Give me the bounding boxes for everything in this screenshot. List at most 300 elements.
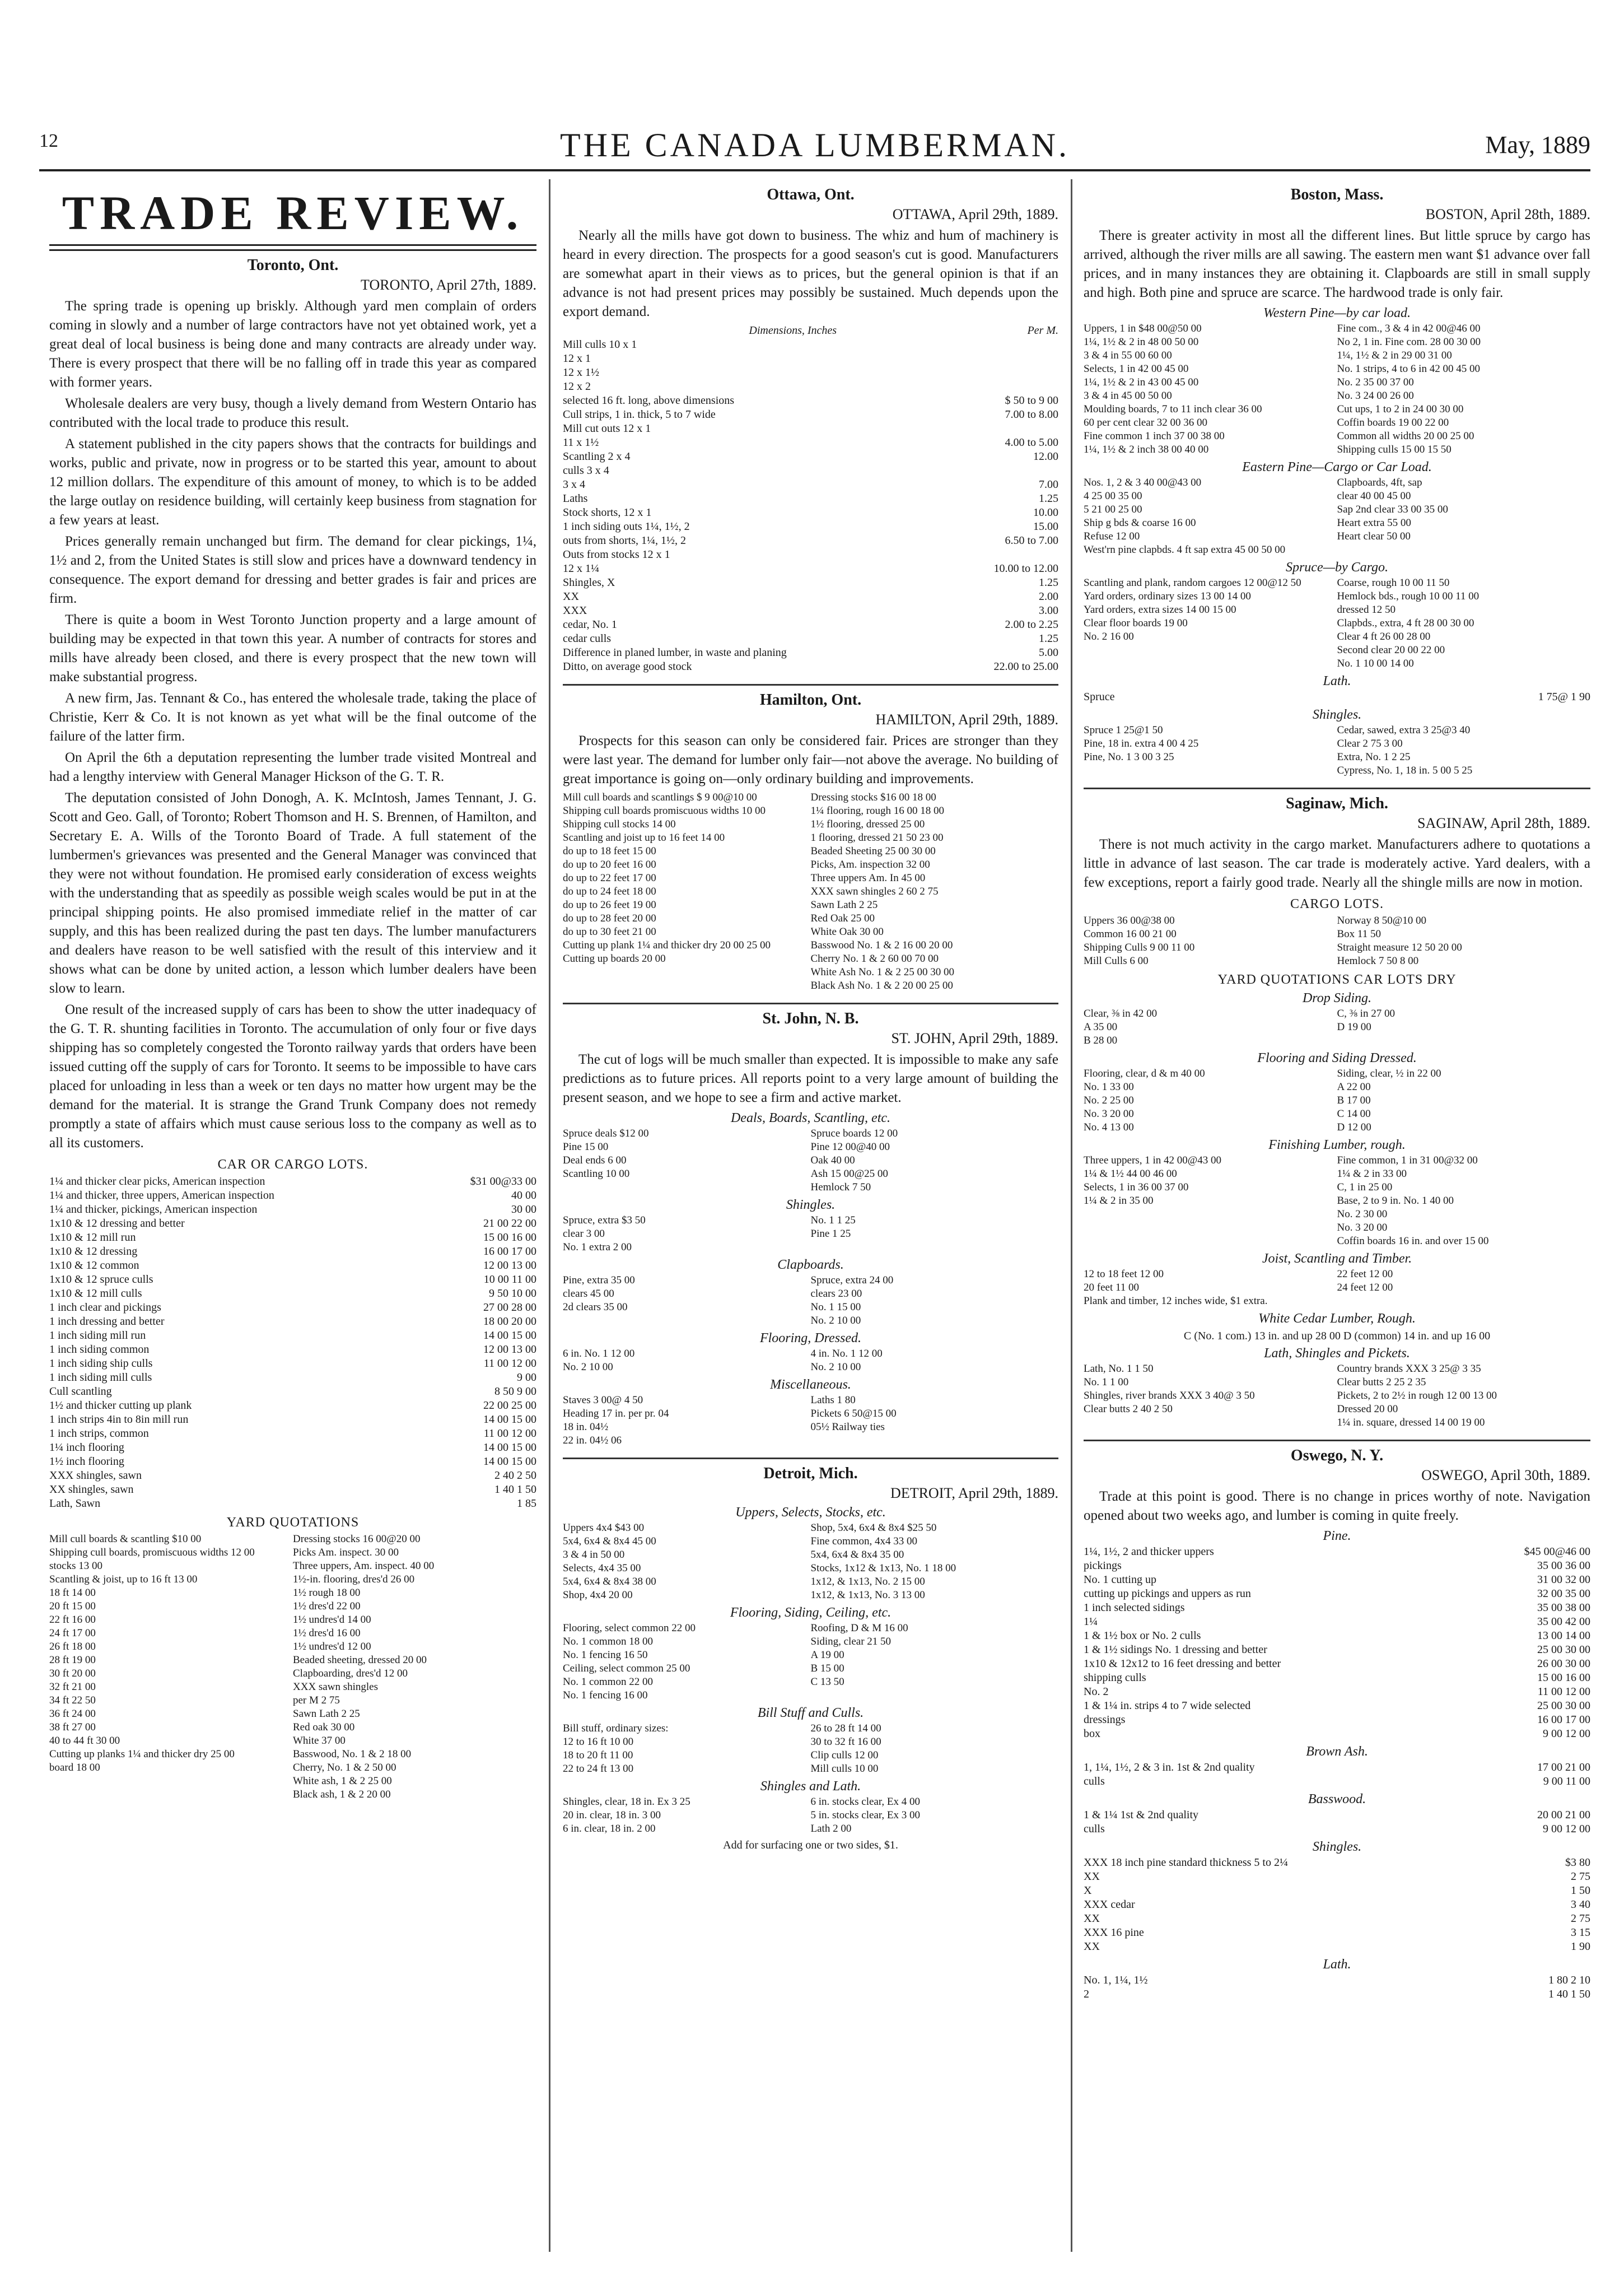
left-entry: 1¼, 1½ & 2 in 43 00 45 00 bbox=[1084, 376, 1199, 388]
price-row bbox=[563, 804, 1058, 818]
right-entry: Siding, clear 21 50 bbox=[810, 1636, 892, 1647]
right-entry: dressed 12 50 bbox=[1337, 604, 1396, 616]
price-row bbox=[1084, 657, 1590, 671]
item-name: 1 & 1¼ 1st & 2nd quality bbox=[1084, 1809, 1198, 1821]
left-entry: Uppers 4x4 $43 00 bbox=[563, 1522, 645, 1534]
price-row bbox=[563, 831, 1058, 845]
item-name: XX bbox=[563, 590, 579, 603]
price-row bbox=[563, 818, 1058, 831]
price-row bbox=[49, 1357, 536, 1371]
price-row bbox=[563, 1589, 1058, 1602]
right-entry: Mill culls 10 00 bbox=[810, 1763, 879, 1775]
item-price: 21 00 22 00 bbox=[483, 1217, 536, 1230]
right-entry: clear 40 00 45 00 bbox=[1337, 490, 1411, 502]
right-entry: 4 in. No. 1 12 00 bbox=[810, 1348, 883, 1360]
flooring-siding-subheading: Flooring, Siding, Ceiling, etc. bbox=[730, 1605, 892, 1620]
right-entry: Heart extra 55 00 bbox=[1337, 517, 1411, 529]
price-row bbox=[563, 912, 1058, 925]
toronto-heading: Toronto, Ont. bbox=[247, 257, 339, 274]
price-row bbox=[1084, 1167, 1590, 1181]
right-entry: Norway 8 50@10 00 bbox=[1337, 915, 1426, 926]
price-row bbox=[1084, 1081, 1590, 1094]
right-entry: No. 3 24 00 26 00 bbox=[1337, 390, 1414, 402]
right-entry: No. 1 15 00 bbox=[810, 1301, 861, 1313]
right-entry: per M 2 75 bbox=[293, 1694, 340, 1706]
item-name: 1¼ and thicker clear picks, American inspection bbox=[49, 1175, 265, 1188]
left-entry: Selects, 1 in 42 00 45 00 bbox=[1084, 363, 1189, 375]
item-name: XX shingles, sawn bbox=[49, 1483, 134, 1496]
item-price: 2 75 bbox=[1571, 1870, 1590, 1883]
right-entry: Hemlock bds., rough 10 00 11 00 bbox=[1337, 590, 1480, 602]
hamilton-report bbox=[563, 732, 1058, 789]
item-name: pickings bbox=[1084, 1559, 1122, 1572]
price-row bbox=[1084, 1601, 1590, 1615]
right-entry: Beaded Sheeting 25 00 30 00 bbox=[810, 845, 936, 857]
item-name: Shingles, X bbox=[563, 576, 615, 589]
right-entry: Fine common, 1 in 31 00@32 00 bbox=[1337, 1154, 1478, 1166]
item-name: 1¼ and thicker, pickings, American inspection bbox=[49, 1203, 258, 1216]
right-entry: clears 23 00 bbox=[810, 1288, 862, 1300]
paragraph: Wholesale dealers are very busy, though a lively demand from Western Ontario has contributed with the local trade to produce this result. bbox=[49, 396, 536, 430]
item-price: 1 85 bbox=[517, 1497, 536, 1510]
right-entry: Fine com., 3 & 4 in 42 00@46 00 bbox=[1337, 323, 1481, 334]
banner-rule bbox=[49, 244, 536, 251]
item-name: shipping culls bbox=[1084, 1672, 1146, 1684]
price-row bbox=[1084, 1587, 1590, 1601]
right-entry: No. 2 10 00 bbox=[810, 1361, 861, 1373]
price-row bbox=[563, 1562, 1058, 1575]
pine-table bbox=[1084, 1545, 1590, 1741]
price-row bbox=[563, 1722, 1058, 1735]
item-price: 1 80 2 10 bbox=[1548, 1974, 1590, 1986]
oswego-dateline: OSWEGO, April 30th, 1889. bbox=[1421, 1467, 1590, 1483]
right-entry bbox=[1337, 1295, 1591, 1308]
item-name: XXX 16 pine bbox=[1084, 1926, 1144, 1939]
price-row bbox=[1084, 1761, 1590, 1775]
left-entry: 20 in. clear, 18 in. 3 00 bbox=[563, 1809, 661, 1821]
price-row bbox=[49, 1427, 536, 1441]
item-price: 14 00 15 00 bbox=[483, 1441, 536, 1454]
left-entry: 1¼ & 2 in 35 00 bbox=[1084, 1195, 1154, 1207]
brown-ash-subheading: Brown Ash. bbox=[1306, 1744, 1368, 1759]
right-entry: Spruce boards 12 00 bbox=[810, 1128, 898, 1139]
price-row bbox=[563, 858, 1058, 872]
left-entry: Selects, 4x4 35 00 bbox=[563, 1562, 641, 1574]
item-price: 3 40 bbox=[1571, 1898, 1590, 1911]
left-entry: No. 1 fencing 16 00 bbox=[563, 1689, 648, 1701]
price-row bbox=[563, 660, 1058, 674]
left-entry: do up to 22 feet 17 00 bbox=[563, 872, 656, 884]
price-row bbox=[563, 478, 1058, 492]
dimensions-label: Dimensions, Inches bbox=[749, 324, 837, 337]
right-entry: Second clear 20 00 22 00 bbox=[1337, 644, 1445, 656]
right-entry: No. 2 10 00 bbox=[810, 1315, 861, 1326]
column-divider bbox=[549, 179, 550, 2252]
item-price: 8 50 9 00 bbox=[494, 1385, 536, 1398]
right-entry: D 19 00 bbox=[1337, 1021, 1371, 1033]
price-row bbox=[49, 1707, 536, 1721]
item-name: Mill cut outs 12 x 1 bbox=[563, 422, 651, 435]
right-entry: Clear 2 75 3 00 bbox=[1337, 738, 1403, 749]
price-row bbox=[1084, 1898, 1590, 1912]
item-name: 1x10 & 12 mill culls bbox=[49, 1287, 142, 1300]
left-entry: No. 1 common 18 00 bbox=[563, 1636, 653, 1647]
left-entry: No. 2 25 00 bbox=[1084, 1095, 1134, 1106]
item-price: 12.00 bbox=[1033, 450, 1058, 463]
left-entry bbox=[1084, 657, 1337, 671]
price-row bbox=[563, 548, 1058, 562]
left-entry: Deal ends 6 00 bbox=[563, 1154, 627, 1166]
left-entry: do up to 18 feet 15 00 bbox=[563, 845, 656, 857]
price-row bbox=[563, 422, 1058, 436]
price-row bbox=[563, 952, 1058, 966]
price-row bbox=[49, 1315, 536, 1329]
ottawa-dateline: OTTAWA, April 29th, 1889. bbox=[892, 206, 1058, 222]
left-entry: Pine 15 00 bbox=[563, 1141, 609, 1153]
price-row bbox=[49, 1694, 536, 1707]
left-entry: No. 1 common 22 00 bbox=[563, 1676, 653, 1688]
right-entry: 1½ dres'd 16 00 bbox=[293, 1627, 361, 1639]
right-entry: 30 to 32 ft 16 00 bbox=[810, 1736, 881, 1748]
item-price: 1.25 bbox=[1039, 632, 1058, 645]
right-entry: 1¼, 1½ & 2 in 29 00 31 00 bbox=[1337, 350, 1452, 361]
right-entry: Dressing stocks $16 00 18 00 bbox=[810, 792, 936, 803]
left-entry: Lath, No. 1 1 50 bbox=[1084, 1363, 1154, 1375]
item-name: 1x10 & 12 mill run bbox=[49, 1231, 136, 1244]
left-entry: No. 1 1 00 bbox=[1084, 1376, 1129, 1388]
stjohn-report bbox=[563, 1050, 1058, 1107]
price-row bbox=[563, 1434, 1058, 1447]
left-entry: Staves 3 00@ 4 50 bbox=[563, 1394, 643, 1406]
item-name: 12 x 1¼ bbox=[563, 562, 599, 575]
item-price: 26 00 30 00 bbox=[1537, 1658, 1590, 1670]
item-price: 10 00 11 00 bbox=[483, 1273, 536, 1286]
detroit-heading: Detroit, Mich. bbox=[763, 1465, 858, 1482]
price-row bbox=[563, 1301, 1058, 1314]
ottawa-report bbox=[563, 226, 1058, 322]
bill-stuff-subheading: Bill Stuff and Culls. bbox=[757, 1706, 864, 1720]
right-entry: Sawn Lath 2 25 bbox=[293, 1708, 360, 1720]
item-price: $31 00@33 00 bbox=[470, 1175, 536, 1188]
left-entry: 5x4, 6x4 & 8x4 38 00 bbox=[563, 1576, 656, 1587]
right-entry: Beaded sheeting, dressed 20 00 bbox=[293, 1654, 427, 1666]
item-price: 1 50 bbox=[1571, 1884, 1590, 1897]
price-row bbox=[1084, 1021, 1590, 1034]
left-entry: 60 per cent clear 32 00 36 00 bbox=[1084, 417, 1208, 429]
right-entry: C, 1 in 25 00 bbox=[1337, 1181, 1393, 1193]
left-entry: 18 ft 14 00 bbox=[49, 1587, 96, 1599]
item-price: 7.00 to 8.00 bbox=[1005, 408, 1058, 421]
right-entry: Pine 12 00@40 00 bbox=[810, 1141, 890, 1153]
misc-table bbox=[563, 1394, 1058, 1447]
lath-subheading: Lath. bbox=[1323, 674, 1351, 688]
left-entry: Clear floor boards 19 00 bbox=[1084, 617, 1188, 629]
left-entry: Pine, No. 1 3 00 3 25 bbox=[1084, 751, 1174, 763]
left-entry: No. 4 13 00 bbox=[1084, 1121, 1134, 1133]
price-row bbox=[1084, 1295, 1590, 1308]
section-rule bbox=[1084, 1440, 1590, 1441]
item-price: 10.00 bbox=[1033, 506, 1058, 519]
item-name: 1 & 1½ sidings No. 1 dressing and better bbox=[1084, 1644, 1267, 1656]
right-entry: Clapboards, 4ft, sap bbox=[1337, 477, 1422, 488]
price-row bbox=[1084, 690, 1590, 704]
item-price: 14 00 15 00 bbox=[483, 1329, 536, 1342]
price-row bbox=[1084, 443, 1590, 457]
price-row bbox=[1084, 1856, 1590, 1870]
left-entry: Shipping cull stocks 14 00 bbox=[563, 818, 676, 830]
item-name: 12 x 2 bbox=[563, 380, 591, 393]
price-row bbox=[563, 979, 1058, 993]
item-price: 9 00 12 00 bbox=[1543, 1823, 1590, 1835]
price-row bbox=[1084, 590, 1590, 603]
price-row bbox=[1084, 376, 1590, 389]
right-entry: A 19 00 bbox=[810, 1649, 844, 1661]
right-entry: Coffin boards 16 in. and over 15 00 bbox=[1337, 1235, 1489, 1247]
right-entry: Lath 2 00 bbox=[810, 1823, 852, 1835]
price-row bbox=[563, 380, 1058, 394]
item-name: 1x10 & 12 dressing bbox=[49, 1245, 138, 1258]
item-price: 27 00 28 00 bbox=[483, 1301, 536, 1314]
oswego-lath-subheading: Lath. bbox=[1323, 1957, 1351, 1972]
price-row bbox=[563, 394, 1058, 408]
price-row bbox=[1084, 928, 1590, 941]
price-row bbox=[563, 1421, 1058, 1434]
oswego-lath-table bbox=[1084, 1973, 1590, 2001]
item-name: 1 inch dressing and better bbox=[49, 1315, 165, 1328]
left-entry: 12 to 16 ft 10 00 bbox=[563, 1736, 634, 1748]
item-name: XX bbox=[1084, 1940, 1100, 1953]
cedar-note: C (No. 1 com.) 13 in. and up 28 00 D (common) 14 in. and up 16 00 bbox=[1183, 1330, 1491, 1342]
right-entry: Picks, Am. inspection 32 00 bbox=[810, 859, 930, 870]
yard-quotations-heading: YARD QUOTATIONS CAR LOTS DRY bbox=[1217, 972, 1457, 987]
price-row bbox=[49, 1721, 536, 1734]
right-entry: Country brands XXX 3 25@ 3 35 bbox=[1337, 1363, 1481, 1375]
right-entry: 5 in. stocks clear, Ex 3 00 bbox=[810, 1809, 921, 1821]
item-price: 1 40 1 50 bbox=[494, 1483, 536, 1496]
right-entry: C 13 50 bbox=[810, 1676, 844, 1688]
price-row bbox=[1084, 737, 1590, 751]
item-price: 2.00 bbox=[1039, 590, 1058, 603]
right-entry: Extra, No. 1 2 25 bbox=[1337, 751, 1411, 763]
price-row bbox=[563, 925, 1058, 939]
item-name: Ditto, on average good stock bbox=[563, 660, 692, 673]
item-name: 1¼ and thicker, three uppers, American inspection bbox=[49, 1189, 274, 1202]
price-row bbox=[1084, 1713, 1590, 1727]
column-3 bbox=[1084, 180, 1590, 2253]
item-price: 11 00 12 00 bbox=[483, 1357, 536, 1370]
item-name: box bbox=[1084, 1728, 1100, 1740]
item-price: 18 00 20 00 bbox=[483, 1315, 536, 1328]
price-row bbox=[49, 1734, 536, 1748]
issue-date: May, 1889 bbox=[1485, 131, 1590, 159]
price-row bbox=[1084, 1629, 1590, 1643]
item-name: Laths bbox=[563, 492, 588, 505]
price-row bbox=[563, 352, 1058, 366]
item-price: 10.00 to 12.00 bbox=[993, 562, 1058, 575]
price-row bbox=[1084, 751, 1590, 764]
price-row bbox=[1084, 617, 1590, 630]
price-row bbox=[49, 1600, 536, 1613]
right-entry: No. 3 20 00 bbox=[1337, 1222, 1388, 1233]
left-entry: Mill Culls 6 00 bbox=[1084, 955, 1149, 967]
left-entry: 26 ft 18 00 bbox=[49, 1641, 96, 1652]
left-entry bbox=[49, 1775, 293, 1788]
item-price: 14 00 15 00 bbox=[483, 1413, 536, 1426]
left-entry bbox=[1084, 1416, 1337, 1430]
price-row bbox=[563, 1361, 1058, 1374]
boston-report bbox=[1084, 226, 1590, 302]
price-row bbox=[563, 1535, 1058, 1548]
saginaw-report bbox=[1084, 835, 1590, 892]
right-entry: A 22 00 bbox=[1337, 1081, 1371, 1093]
left-entry: A 35 00 bbox=[1084, 1021, 1118, 1033]
left-entry: No. 2 10 00 bbox=[563, 1361, 613, 1373]
price-row bbox=[563, 1548, 1058, 1562]
left-entry: 38 ft 27 00 bbox=[49, 1721, 96, 1733]
item-price: 5.00 bbox=[1039, 646, 1058, 659]
price-row bbox=[563, 1287, 1058, 1301]
price-row bbox=[49, 1287, 536, 1301]
left-entry bbox=[563, 1314, 811, 1328]
item-price: 17 00 21 00 bbox=[1537, 1761, 1590, 1773]
item-price: 9 00 11 00 bbox=[1543, 1775, 1590, 1787]
price-row bbox=[1084, 1685, 1590, 1699]
left-entry: Spruce 1 25@1 50 bbox=[1084, 724, 1163, 736]
price-row bbox=[1084, 1362, 1590, 1376]
item-name: Cull scantling bbox=[49, 1385, 112, 1398]
item-price: 12 00 13 00 bbox=[483, 1259, 536, 1272]
right-entry: Clapboarding, dres'd 12 00 bbox=[293, 1668, 408, 1679]
right-entry: Sawn Lath 2 25 bbox=[810, 899, 878, 911]
right-entry: 5x4, 6x4 & 8x4 35 00 bbox=[810, 1549, 904, 1561]
item-name: Mill culls 10 x 1 bbox=[563, 338, 637, 351]
paragraph: There is greater activity in most all the different lines. But little spruce by cargo has arrived, although the river mills are all sawing. The eastern men want $1 advance over fall prices, and in many instances they are obtaining it. Clapboards are still in small supply and high. Both pine and spruce are scarce. The hardwood trade is only fair. bbox=[1084, 228, 1590, 300]
price-row bbox=[1084, 322, 1590, 336]
price-row bbox=[49, 1761, 536, 1775]
price-row bbox=[563, 618, 1058, 632]
left-entry: Cutting up boards 20 00 bbox=[563, 953, 666, 965]
left-entry: Scantling 10 00 bbox=[563, 1168, 630, 1180]
left-entry bbox=[1084, 1235, 1337, 1248]
item-price: $45 00@46 00 bbox=[1524, 1545, 1590, 1558]
left-entry: 6 in. No. 1 12 00 bbox=[563, 1348, 635, 1360]
item-price: 1 40 1 50 bbox=[1548, 1988, 1590, 2000]
right-entry: Sap 2nd clear 33 00 35 00 bbox=[1337, 504, 1448, 515]
paragraph: Prospects for this season can only be considered fair. Prices are stronger than they were last year. The demand for lumber only fair—not above the average. No building of great importance is going on—only ordinary building and improvements. bbox=[563, 733, 1058, 786]
deals-subheading: Deals, Boards, Scantling, etc. bbox=[730, 1111, 891, 1125]
left-entry: Mill cull boards & scantling $10 00 bbox=[49, 1533, 202, 1545]
paragraph: There is not much activity in the cargo market. Manufacturers adhere to quotations a little in advance of last season. The car trade is moderately active. Yard dealers, with a few exceptions, report a fairly good trade. Nearly all the shingle mills are now in motion. bbox=[1084, 837, 1590, 890]
right-entry: D 12 00 bbox=[1337, 1121, 1371, 1133]
price-row bbox=[563, 1167, 1058, 1181]
price-row bbox=[49, 1748, 536, 1761]
paragraph: The deputation consisted of John Donogh, A. K. McIntosh, James Tennant, J. G. Scott and Geo. Gall, of Toronto; Robert Thomson and H. S. Brennen, of Hamilton, and Secretary E. A. Wills of the Toronto Board of Trade. A full statement of the lumbermen's grievances was presented and the General Manager was convinced that they were not without foundation. He promised early consideration of excess weights with the understanding that as speedily as possible weigh scales would be put in at the principal shipping points. He also promised immediate relief in the matter of car supply, and this has been realized during the past ten days. The lumber manufacturers and dealers have reason to be well satisfied with the result of this interview and it shows what can be done by united action, a lesson which lumber dealers have been slow to learn. bbox=[49, 790, 536, 996]
item-name: 1x10 & 12 common bbox=[49, 1259, 139, 1272]
price-row bbox=[563, 1662, 1058, 1675]
item-price: 9 00 12 00 bbox=[1543, 1728, 1590, 1740]
left-entry: 30 ft 20 00 bbox=[49, 1668, 96, 1679]
left-entry: Uppers, 1 in $48 00@50 00 bbox=[1084, 323, 1202, 334]
right-entry: Fine common, 4x4 33 00 bbox=[810, 1535, 918, 1547]
right-entry: White ash, 1 & 2 25 00 bbox=[293, 1775, 392, 1787]
price-row bbox=[1084, 1822, 1590, 1836]
item-name: 1½ inch flooring bbox=[49, 1455, 124, 1468]
left-entry: Cutting up plank 1¼ and thicker dry 20 00 25 00 bbox=[563, 939, 771, 951]
item-price: 35 00 42 00 bbox=[1537, 1615, 1590, 1628]
eastern-pine-subheading: Eastern Pine—Cargo or Car Load. bbox=[1242, 460, 1432, 474]
ottawa-heading: Ottawa, Ont. bbox=[767, 186, 855, 203]
price-row bbox=[1084, 1007, 1590, 1021]
right-entry: No. 1 strips, 4 to 6 in 42 00 45 00 bbox=[1337, 363, 1480, 375]
price-row bbox=[1084, 490, 1590, 503]
item-name: 1 inch clear and pickings bbox=[49, 1301, 161, 1314]
right-entry bbox=[1337, 543, 1591, 557]
price-row bbox=[563, 1822, 1058, 1836]
item-price: 1.25 bbox=[1039, 492, 1058, 505]
price-row bbox=[49, 1259, 536, 1273]
price-row bbox=[563, 464, 1058, 478]
item-price: 4.00 to 5.00 bbox=[1005, 436, 1058, 449]
right-entry: No 2, 1 in. Fine com. 28 00 30 00 bbox=[1337, 336, 1481, 348]
item-name: 1¼ inch flooring bbox=[49, 1441, 124, 1454]
price-row bbox=[563, 604, 1058, 618]
price-row bbox=[563, 791, 1058, 804]
shingles-subheading: Shingles. bbox=[786, 1198, 836, 1212]
price-row bbox=[563, 1635, 1058, 1649]
toronto-report bbox=[49, 297, 536, 1153]
price-row bbox=[1084, 941, 1590, 955]
right-entry: 26 to 28 ft 14 00 bbox=[810, 1722, 881, 1734]
finishing-lumber-subheading: Finishing Lumber, rough. bbox=[1268, 1138, 1406, 1152]
item-price: $3 80 bbox=[1565, 1856, 1590, 1869]
price-row bbox=[563, 1749, 1058, 1762]
uppers-subheading: Uppers, Selects, Stocks, etc. bbox=[735, 1505, 886, 1520]
item-name: 3 x 4 bbox=[563, 478, 585, 491]
price-row bbox=[49, 1203, 536, 1217]
left-entry: Bill stuff, ordinary sizes: bbox=[563, 1722, 669, 1734]
price-row bbox=[49, 1497, 536, 1511]
item-name: 1 inch selected sidings bbox=[1084, 1601, 1185, 1614]
item-price: 25 00 30 00 bbox=[1537, 1700, 1590, 1712]
right-entry: 6 in. stocks clear, Ex 4 00 bbox=[810, 1796, 921, 1808]
right-entry: Picks Am. inspect. 30 00 bbox=[293, 1547, 399, 1558]
price-row bbox=[1084, 1181, 1590, 1194]
item-name: culls bbox=[1084, 1823, 1105, 1835]
left-entry: 20 feet 11 00 bbox=[1084, 1282, 1140, 1293]
stjohn-heading: St. John, N. B. bbox=[762, 1010, 859, 1027]
ottawa-table-head bbox=[563, 324, 1058, 338]
masthead bbox=[39, 126, 1590, 165]
left-entry: 3 & 4 in 50 00 bbox=[563, 1549, 625, 1561]
item-name: Outs from stocks 12 x 1 bbox=[563, 548, 670, 561]
left-entry: board 18 00 bbox=[49, 1762, 100, 1773]
right-entry: XXX sawn shingles 2 60 2 75 bbox=[810, 886, 939, 897]
item-price: 9 50 10 00 bbox=[489, 1287, 536, 1300]
price-row bbox=[49, 1245, 536, 1259]
price-row bbox=[1084, 1808, 1590, 1822]
stjohn-dateline: ST. JOHN, April 29th, 1889. bbox=[891, 1030, 1058, 1046]
right-entry: Cedar, sawed, extra 3 25@3 40 bbox=[1337, 724, 1471, 736]
left-entry bbox=[1084, 1221, 1337, 1235]
finishing-lumber-table bbox=[1084, 1154, 1590, 1248]
left-entry: Heading 17 in. per pr. 04 bbox=[563, 1408, 669, 1419]
right-entry: Cherry, No. 1 & 2 50 00 bbox=[293, 1762, 396, 1773]
item-name: cedar culls bbox=[563, 632, 612, 645]
right-entry: B 15 00 bbox=[810, 1663, 844, 1674]
item-name: X bbox=[1084, 1884, 1092, 1897]
right-entry: Basswood, No. 1 & 2 18 00 bbox=[293, 1748, 412, 1760]
price-row bbox=[49, 1231, 536, 1245]
